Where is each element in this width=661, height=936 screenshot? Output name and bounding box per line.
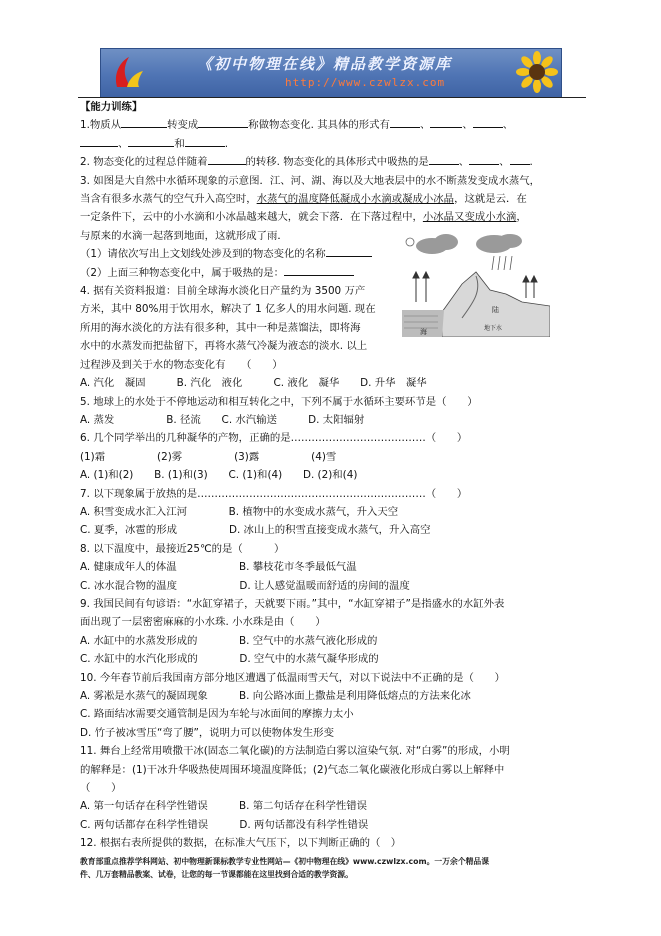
- question-5: 5. 地球上的水处于不停地运动和相互转化之中，下列不属于水循环主要环节是（ ）: [80, 395, 478, 408]
- question-9-line2: 面出现了一层密密麻麻的小水珠. 小水珠是由（ ）: [80, 616, 326, 629]
- question-6: 6. 几个同学举出的几种凝华的产物，正确的是…………………………………（ ）: [80, 432, 468, 445]
- land-label: 陆: [492, 306, 499, 314]
- groundwater-label: 地下水: [484, 325, 503, 332]
- footer-line-2: 件、几万套精品教案、试卷，让您的每一节课都能在这里找到合适的教学资源。: [80, 870, 353, 879]
- question-8: 8. 以下温度中，最接近25℃的是（ ）: [80, 542, 285, 555]
- question-9-options-cd: C. 水缸中的水汽化形成的 D. 空气中的水蒸气凝华形成的: [80, 653, 379, 666]
- question-4-line1: 4. 据有关资料报道：目前全球海水淡化日产量约为 3500 万产: [80, 285, 366, 298]
- question-11-options-cd: C. 两句话都存在科学性错误 D. 两句话都没有科学性错误: [80, 818, 369, 831]
- question-3-line3: 一定条件下，云中的小水滴和小冰晶越来越大，就会下落．在下落过程中，小冰晶又变成小水滴，: [80, 211, 527, 224]
- question-3-part2: （2）上面三种物态变化中，属于吸热的是：: [80, 264, 590, 282]
- question-7-options-cd: C. 夏季，冰雹的形成 D. 冰山上的积雪直接变成水蒸气，升入高空: [80, 524, 431, 537]
- question-2: 2. 物态变化的过程总伴随着 的转移. 物态变化的具体形式中吸热的是 、 、 .: [80, 153, 590, 171]
- banner-title: 《初中物理在线》精品教学资源库: [197, 55, 453, 73]
- question-9-options-ab: A. 水缸中的水蒸发形成的 B. 空气中的水蒸气液化形成的: [80, 634, 378, 647]
- question-10-options-ab: A. 雾凇是水蒸气的凝固现象 B. 向公路冰面上撒盐是利用降低熔点的方法来化冰: [80, 690, 471, 702]
- water-cycle-diagram: [402, 232, 550, 337]
- page-footer: [80, 855, 592, 881]
- question-9-line1: 9. 我国民间有句谚语：“水缸穿裙子，天就要下雨。”其中，“水缸穿裙子”是指盛水的水缸外表: [80, 597, 505, 610]
- question-4-line2: 方米，其中 80%用于饮用水，解决了 1 亿多人的用水问题. 现在: [80, 303, 376, 316]
- banner-url[interactable]: http://www.czwlzx.com: [285, 76, 446, 89]
- question-7-options-ab: A. 积雪变成水汇入江河 B. 植物中的水变成水蒸气，升入天空: [80, 505, 399, 518]
- question-3-line1: 3. 如图是大自然中水循环现象的示意图．江、河、湖、海以及大地表层中的水不断蒸发变成水蒸气，: [80, 174, 541, 187]
- question-11-line1: 11. 舞台上经常用喷撒干冰(固态二氧化碳)的方法制造白雾以渲染气氛. 对“白雾”的形成，小明: [80, 745, 510, 758]
- section-title: 【能力训练】: [80, 101, 143, 113]
- sunflower-icon: [515, 50, 559, 96]
- sea-label: 海: [420, 328, 427, 336]
- question-6-options: A. (1)和(2) B. (1)和(3) C. (1)和(4) D. (2)和(4): [80, 469, 358, 482]
- question-11-line2: 的解释是：(1)干冰升华吸热使周围环境温度降低；(2)气态二氧化碳液化形成白雾以上解释中: [80, 763, 505, 776]
- question-3-part1: （1）请依次写出上文划线处涉及到的物态变化的名称: [80, 245, 590, 263]
- question-3-line4: 与原来的水滴一起落到地面，这就形成了雨．: [80, 229, 288, 242]
- question-12: 12. 根据右表所提供的数据，在标准大气压下，以下判断正确的（ ）: [80, 837, 402, 850]
- question-7: 7. 以下现象属于放热的是…………………………………………………………（ ）: [80, 487, 468, 500]
- question-4-line3: 所用的海水淡化的方法有很多种，其中一种是蒸馏法，即将海: [80, 321, 361, 334]
- header-banner: [100, 48, 562, 98]
- footer-line-1: 教育部重点推荐学科网站、初中物理新课标教学专业性网站—《初中物理在线》www.czwlzx.com。一万余个精品课: [80, 857, 490, 866]
- question-11-options-ab: A. 第一句话存在科学性错误 B. 第二句话存在科学性错误: [80, 800, 368, 813]
- question-8-options-cd: C. 冰水混合物的温度 D. 让人感觉温暖而舒适的房间的温度: [80, 579, 410, 592]
- question-4-line4: 水中的水蒸发而把盐留下，再将水蒸气冷凝为液态的淡水. 以上: [80, 340, 368, 353]
- question-4-options: A. 汽化 凝固 B. 汽化 液化 C. 液化 凝华 D. 升华 凝华: [80, 377, 427, 390]
- question-5-options: A. 蒸发 B. 径流 C. 水汽输送 D. 太阳辐射: [80, 413, 365, 426]
- site-logo-icon: [107, 53, 147, 93]
- question-10-option-c: C. 路面结冰需要交通管制是因为车轮与冰面间的摩擦力太小: [80, 708, 354, 721]
- question-6-items: (1)霜 (2)雾 (3)露 (4)雪: [80, 450, 337, 463]
- question-10-option-d: D. 竹子被冰雪压“弯了腰”，说明力可以使物体发生形变: [80, 726, 334, 739]
- question-10: 10. 今年春节前后我国南方部分地区遭遇了低温雨雪天气，对以下说法中不正确的是（ ）: [80, 671, 506, 684]
- question-8-options-ab: A. 健康成年人的体温 B. 攀枝花市冬季最低气温: [80, 561, 357, 574]
- question-1: 1.物质从 转变成 称做物态变化. 其具体的形式有 、 、 、: [80, 116, 590, 134]
- question-4-line5: 过程涉及到关于水的物态变化有 （ ）: [80, 358, 283, 371]
- question-3-line2: 当含有很多水蒸气的空气升入高空时，水蒸气的温度降低凝成小水滴或凝成小冰晶，这就是云．在: [80, 193, 527, 206]
- question-1-cont: 、 和 .: [80, 135, 590, 153]
- document-body: [80, 98, 590, 853]
- question-11-line3: （ ）: [80, 782, 122, 795]
